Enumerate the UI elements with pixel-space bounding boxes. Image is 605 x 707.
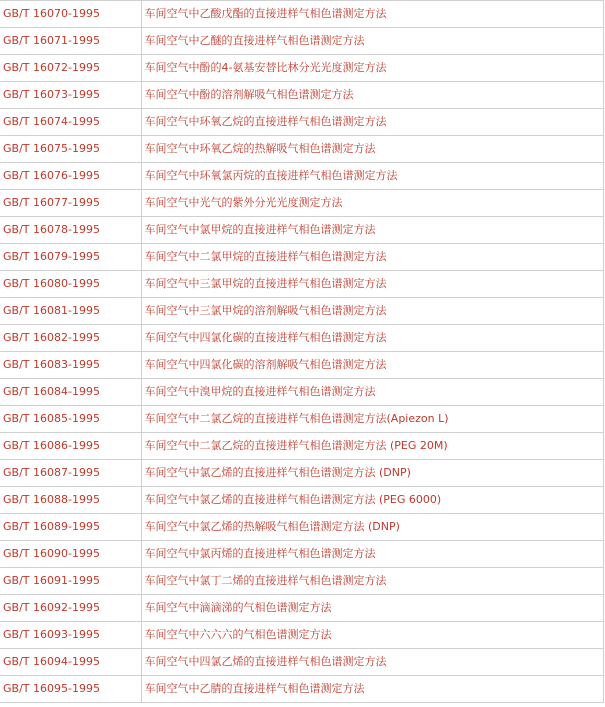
standard-code-cell: GB/T 16087-1995 (0, 460, 141, 487)
table-row (0, 514, 603, 541)
table-row (0, 82, 603, 109)
standard-code-cell: GB/T 16076-1995 (0, 163, 141, 190)
standard-code-cell: GB/T 16070-1995 (0, 1, 141, 28)
table-row (0, 541, 603, 568)
table-row (0, 676, 603, 703)
standard-name-cell: 车间空气中乙腈的直接进样气相色谱测定方法 (141, 676, 603, 703)
standard-code-cell: GB/T 16071-1995 (0, 28, 141, 55)
standard-code-cell: GB/T 16072-1995 (0, 55, 141, 82)
standard-code-cell: GB/T 16095-1995 (0, 676, 141, 703)
standard-code-cell: GB/T 16084-1995 (0, 379, 141, 406)
standard-name-cell: 车间空气中二氯甲烷的直接进样气相色谱测定方法 (141, 244, 603, 271)
table-row (0, 271, 603, 298)
standard-name-cell: 车间空气中酚的溶剂解吸气相色谱测定方法 (141, 82, 603, 109)
standard-code-cell: GB/T 16079-1995 (0, 244, 141, 271)
standard-name-cell: 车间空气中氯乙烯的热解吸气相色谱测定方法 (DNP) (141, 514, 603, 541)
table-row (0, 352, 603, 379)
standard-code-cell: GB/T 16091-1995 (0, 568, 141, 595)
standard-name-cell: 车间空气中乙醚的直接进样气相色谱测定方法 (141, 28, 603, 55)
standard-code-cell: GB/T 16073-1995 (0, 82, 141, 109)
standard-code-cell: GB/T 16082-1995 (0, 325, 141, 352)
standard-name-cell: 车间空气中乙酸戊酯的直接进样气相色谱测定方法 (141, 1, 603, 28)
table-row (0, 622, 603, 649)
standard-code-cell: GB/T 16081-1995 (0, 298, 141, 325)
standard-name-cell: 车间空气中滴滴涕的气相色谱测定方法 (141, 595, 603, 622)
standard-name-cell: 车间空气中四氯乙烯的直接进样气相色谱测定方法 (141, 649, 603, 676)
table-row (0, 649, 603, 676)
standard-name-cell: 车间空气中酚的4-氨基安替比林分光光度测定方法 (141, 55, 603, 82)
table-row (0, 325, 603, 352)
standard-name-cell: 车间空气中光气的紫外分光光度测定方法 (141, 190, 603, 217)
table-row (0, 136, 603, 163)
standard-code-cell: GB/T 16093-1995 (0, 622, 141, 649)
standard-code-cell: GB/T 16075-1995 (0, 136, 141, 163)
standard-name-cell: 车间空气中环氧乙烷的直接进样气相色谱测定方法 (141, 109, 603, 136)
table-row (0, 109, 603, 136)
standard-code-cell: GB/T 16085-1995 (0, 406, 141, 433)
standard-name-cell: 车间空气中氯甲烷的直接进样气相色谱测定方法 (141, 217, 603, 244)
standard-code-cell: GB/T 16094-1995 (0, 649, 141, 676)
table-row (0, 487, 603, 514)
table-row (0, 28, 603, 55)
standard-name-cell: 车间空气中氯丙烯的直接进样气相色谱测定方法 (141, 541, 603, 568)
standard-name-cell: 车间空气中环氧氯丙烷的直接进样气相色谱测定方法 (141, 163, 603, 190)
standard-name-cell: 车间空气中氯丁二烯的直接进样气相色谱测定方法 (141, 568, 603, 595)
standard-name-cell: 车间空气中溴甲烷的直接进样气相色谱测定方法 (141, 379, 603, 406)
table-row (0, 244, 603, 271)
table-row (0, 55, 603, 82)
standard-name-cell: 车间空气中二氯乙烷的直接进样气相色谱测定方法 (PEG 20M) (141, 433, 603, 460)
table-row (0, 433, 603, 460)
table-row (0, 298, 603, 325)
table-row (0, 406, 603, 433)
standard-name-cell: 车间空气中六六六的气相色谱测定方法 (141, 622, 603, 649)
standard-name-cell: 车间空气中三氯甲烷的直接进样气相色谱测定方法 (141, 271, 603, 298)
standard-code-cell: GB/T 16090-1995 (0, 541, 141, 568)
table-row (0, 190, 603, 217)
standard-code-cell: GB/T 16074-1995 (0, 109, 141, 136)
standard-name-cell: 车间空气中二氯乙烷的直接进样气相色谱测定方法(Apiezon L) (141, 406, 603, 433)
table-row (0, 460, 603, 487)
table-row (0, 595, 603, 622)
standards-table-body (0, 1, 603, 703)
table-row (0, 1, 603, 28)
table-row (0, 163, 603, 190)
standard-code-cell: GB/T 16086-1995 (0, 433, 141, 460)
standard-name-cell: 车间空气中氯乙烯的直接进样气相色谱测定方法 (DNP) (141, 460, 603, 487)
standard-code-cell: GB/T 16089-1995 (0, 514, 141, 541)
standard-code-cell: GB/T 16078-1995 (0, 217, 141, 244)
standard-code-cell: GB/T 16080-1995 (0, 271, 141, 298)
standard-name-cell: 车间空气中三氯甲烷的溶剂解吸气相色谱测定方法 (141, 298, 603, 325)
standard-code-cell: GB/T 16092-1995 (0, 595, 141, 622)
table-row (0, 568, 603, 595)
table-row (0, 379, 603, 406)
standard-name-cell: 车间空气中四氯化碳的溶剂解吸气相色谱测定方法 (141, 352, 603, 379)
standard-code-cell: GB/T 16077-1995 (0, 190, 141, 217)
standard-name-cell: 车间空气中氯乙烯的直接进样气相色谱测定方法 (PEG 6000) (141, 487, 603, 514)
table-row (0, 217, 603, 244)
standard-name-cell: 车间空气中环氧乙烷的热解吸气相色谱测定方法 (141, 136, 603, 163)
standard-name-cell: 车间空气中四氯化碳的直接进样气相色谱测定方法 (141, 325, 603, 352)
standard-code-cell: GB/T 16083-1995 (0, 352, 141, 379)
standard-code-cell: GB/T 16088-1995 (0, 487, 141, 514)
